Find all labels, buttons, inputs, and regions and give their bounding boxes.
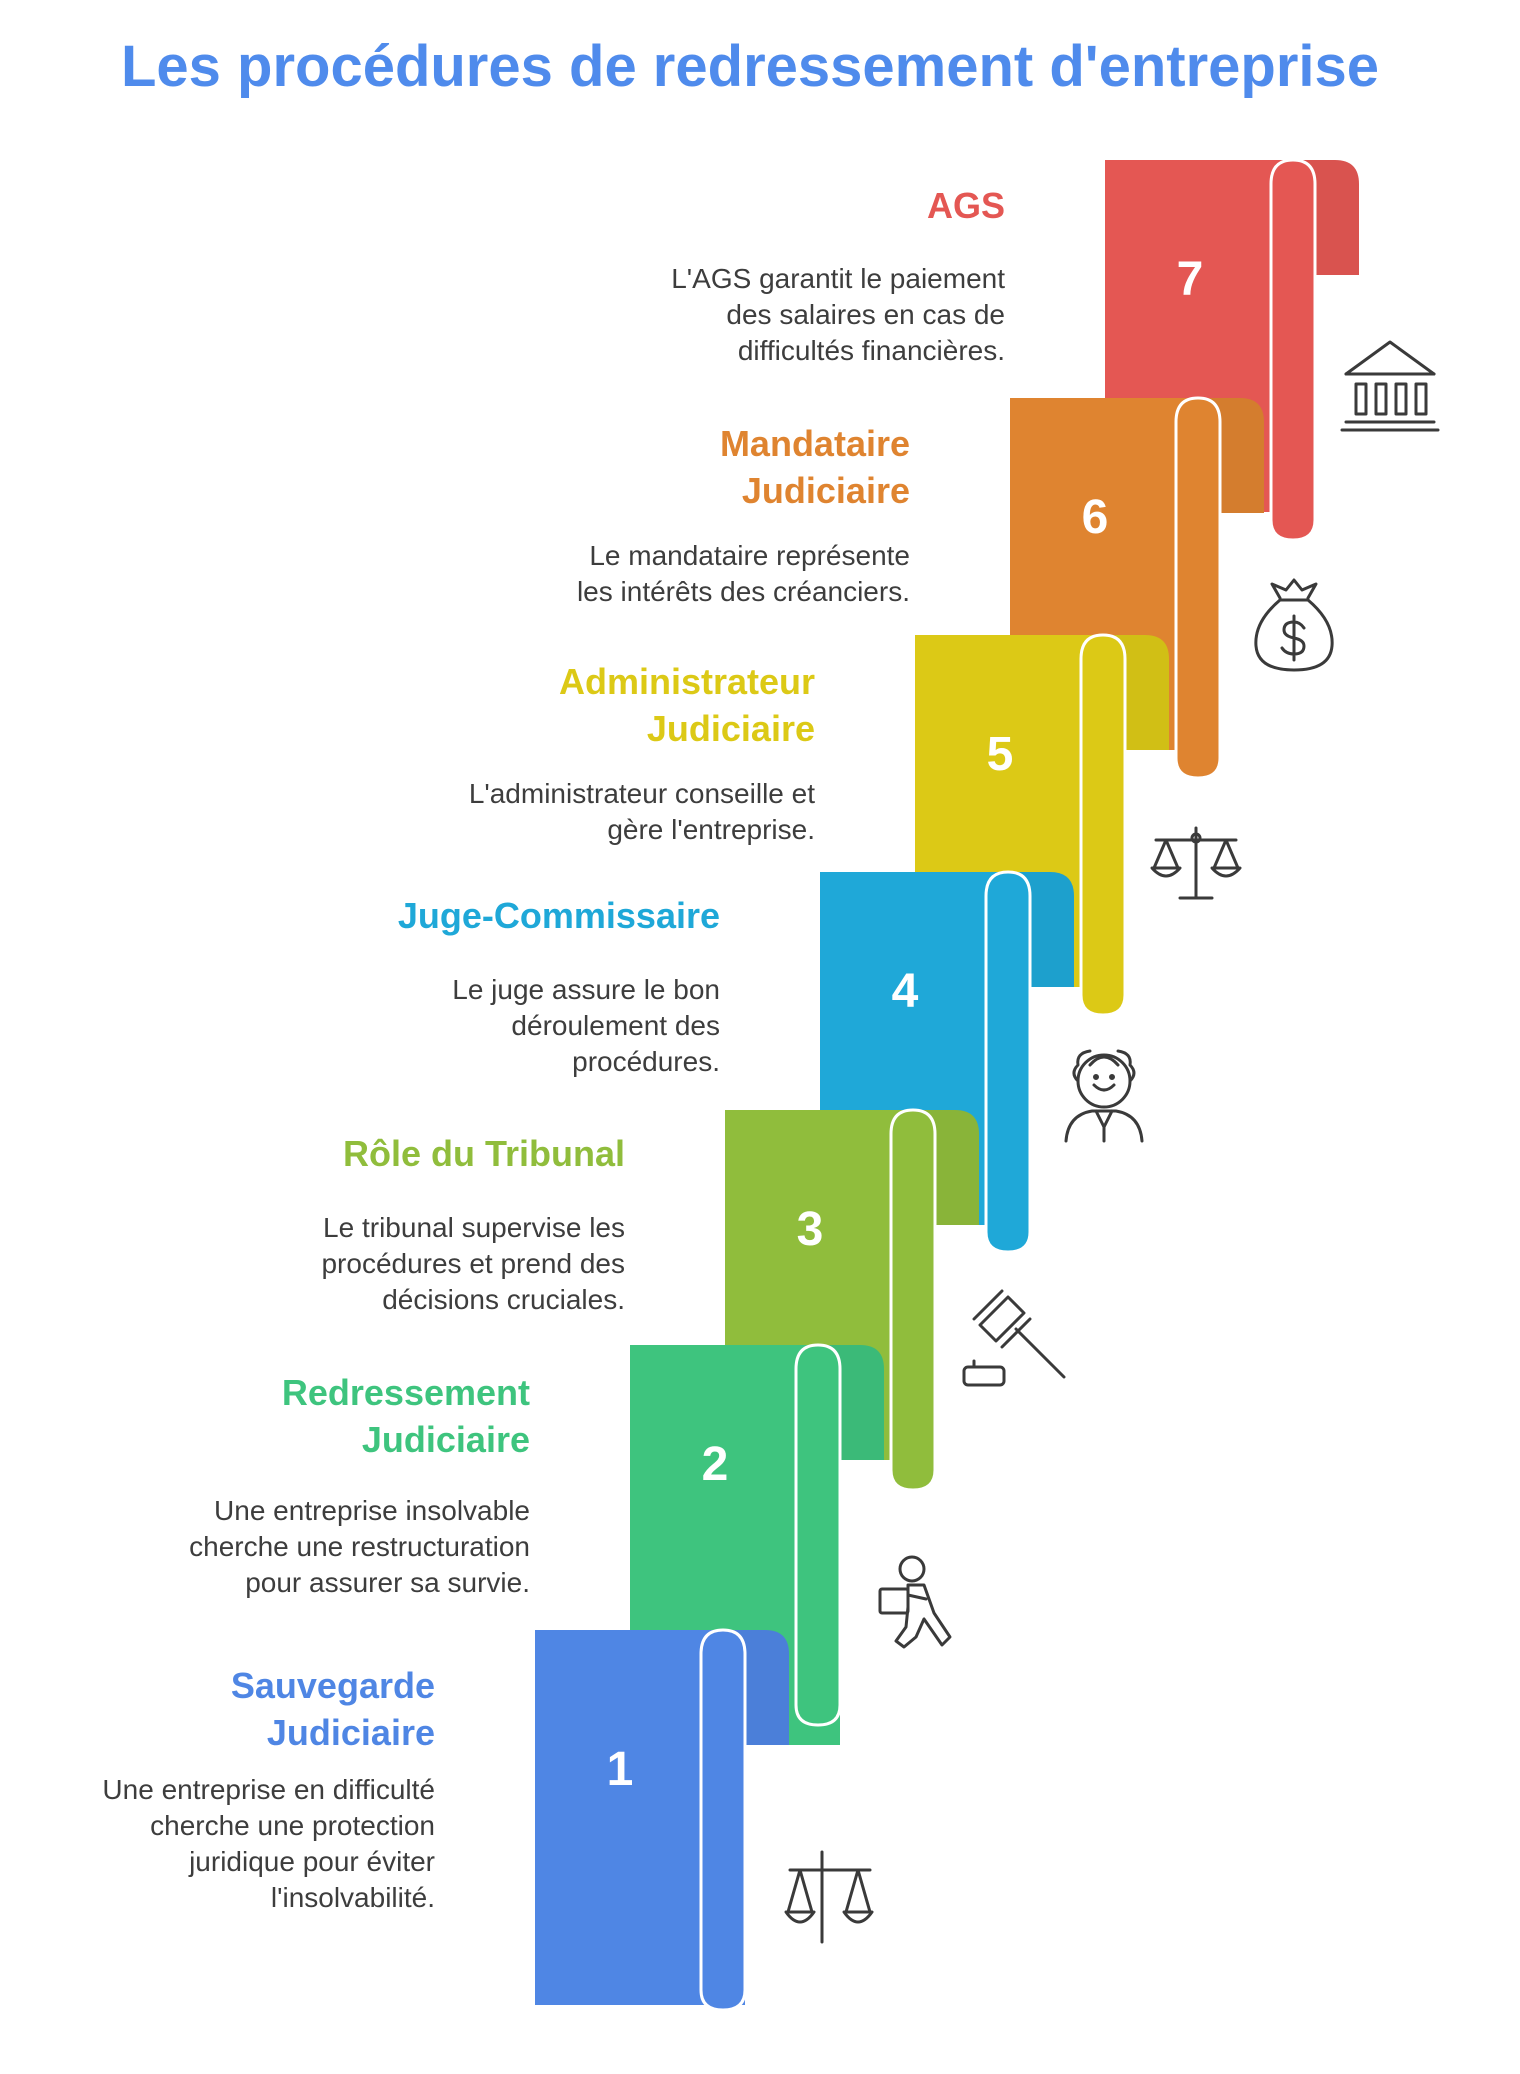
step-4-title: Juge-Commissaire [397, 895, 720, 936]
step-7-description: L'AGS garantit le paiement des salaires en cas de difficultés financières. [671, 263, 1005, 366]
step-number-7: 7 [1176, 253, 1204, 306]
ribbon-step-1 [535, 1630, 789, 2005]
gavel-icon [964, 1291, 1064, 1385]
ribbon-curl-step-2 [796, 1345, 840, 1725]
step-4-description: Le juge assure le bon déroulement des procédures. [452, 974, 720, 1077]
step-5-description: L'administrateur conseille et gère l'entreprise. [468, 778, 815, 845]
step-number-4: 4 [891, 965, 919, 1018]
step-3-description: Le tribunal supervise les procédures et prend des décisions cruciales. [321, 1212, 625, 1315]
ribbon-curl-step-3 [891, 1110, 935, 1490]
bank-icon [1342, 342, 1438, 430]
page-title: Les procédures de redressement d'entreprise [120, 34, 1380, 99]
step-6-title: Mandataire Judiciaire [719, 423, 910, 511]
step-1-title: Sauvegarde Judiciaire [230, 1665, 435, 1753]
judge-icon [1066, 1051, 1142, 1141]
step-3-title: Rôle du Tribunal [342, 1133, 625, 1174]
step-2-title: Redressement Judiciaire [281, 1372, 530, 1460]
step-number-2: 2 [701, 1438, 729, 1491]
scales-icon [786, 1852, 872, 1942]
step-5-title: Administrateur Judiciaire [558, 661, 815, 749]
ribbon-curl-step-1 [701, 1630, 745, 2010]
ribbon-curl-step-5 [1081, 635, 1125, 1015]
ribbon-curl-step-6 [1176, 398, 1220, 778]
step-2-description: Une entreprise insolvable cherche une restructuration pour assurer sa survie. [189, 1495, 530, 1598]
money-bag-icon [1256, 580, 1332, 670]
ribbon-curl-step-7 [1271, 160, 1315, 540]
step-number-5: 5 [986, 728, 1014, 781]
step-number-1: 1 [606, 1743, 634, 1796]
ribbon-staircase [535, 160, 1359, 2010]
balance-scale-icon [1152, 828, 1240, 898]
step-number-3: 3 [796, 1203, 824, 1256]
ribbon-curl-step-4 [986, 872, 1030, 1252]
step-6-description: Le mandataire représente les intérêts des créanciers. [576, 540, 910, 607]
step-1-description: Une entreprise en difficulté cherche une protection juridique pour éviter l'insolvabilité. [102, 1774, 435, 1913]
step-7-title: AGS [926, 185, 1005, 226]
person-carrying-box-icon [880, 1557, 950, 1647]
step-number-6: 6 [1081, 491, 1109, 544]
